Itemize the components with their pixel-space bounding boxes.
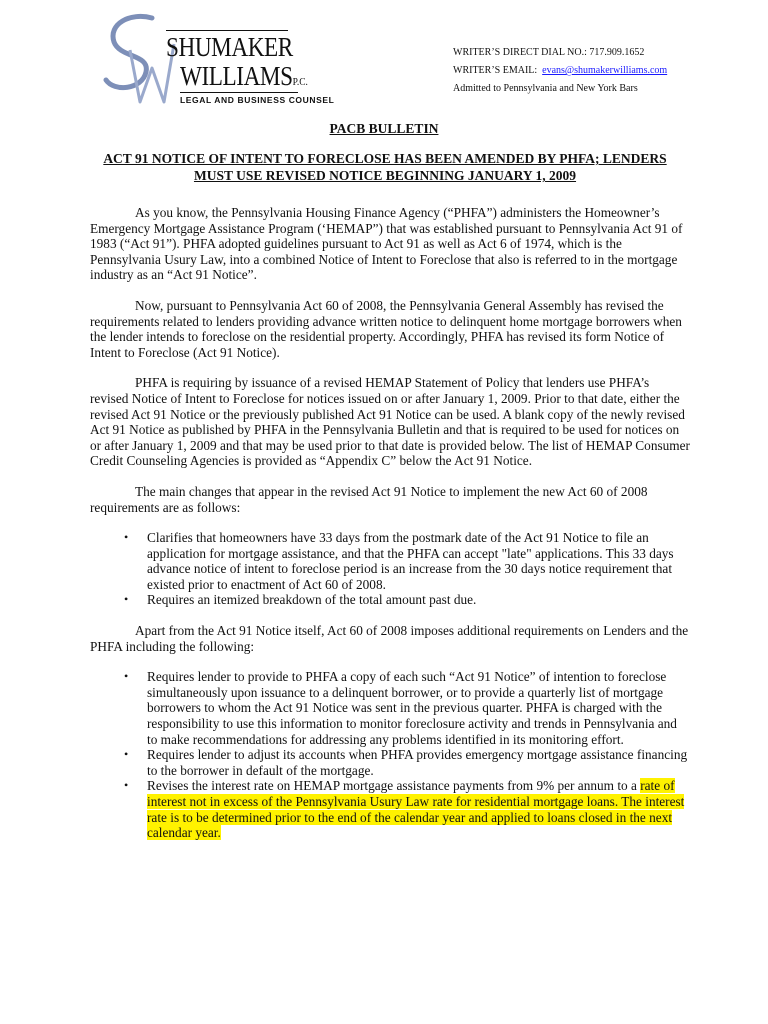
paragraph-intro: As you know, the Pennsylvania Housing Finance Agency (“PHFA”) administers the Homeowner’s Emergency Mortgage Assistance Program (‘HEMAP”) that was established pursuant to Pennsylvania Act 91 of 1983 (“Act 91”). PHFA adopted guidelines pursuant to Act 91 as well as Act 6 of 1974, which is the Pennsylvania Usury Law, into a combined Notice of Intent to Foreclose that also is referred to in the mortgage industry as an “Act 91 Notice”. (90, 205, 683, 283)
bullet-icon: • (124, 530, 129, 545)
email-label: WRITER’S EMAIL: (453, 65, 538, 76)
highlighted-text: rate of interest not in excess of the Pennsylvania Usury Law rate for residential mortgage loans. The interest rate is to be determined prior to the end of the calendar year and applied to loans closed in the next calendar year. (147, 778, 685, 841)
firm-name-line2: WILLIAMSP.C. (180, 61, 308, 91)
logo-bottom-rule (180, 92, 298, 93)
paragraph-main-changes: The main changes that appear in the revised Act 91 Notice to implement the new Act 60 of 2008 requirements are as follows: (90, 483, 648, 515)
firm-suffix: P.C. (292, 76, 308, 88)
firm-logo (100, 10, 335, 110)
list-item (90, 778, 690, 840)
email-line (453, 62, 667, 80)
requirements-list (90, 669, 690, 841)
list-item: • Clarifies that homeowners have 33 days from the postmark date of the Act 91 Notice to file an application for mortgage assistance, and that the PHFA can accept "late" applications. This 33 days advance notice of intent to foreclose period is an increase from the 30 days notice requirement that existed prior to enactment of Act 60 of 2008. (124, 530, 674, 592)
firm-name-line1: SHUMAKER (166, 32, 293, 62)
logo-top-rule (166, 30, 288, 31)
admitted-bars: Admitted to Pennsylvania and New York Bars (453, 83, 638, 94)
list-item: • Requires an itemized breakdown of the total amount past due. (124, 592, 477, 608)
interest-rate-text: Revises the interest rate on HEMAP mortgage assistance payments from 9% per annum to a (147, 778, 637, 794)
list-item: • Requires lender to provide to PHFA a copy of each such “Act 91 Notice” of intention to foreclose simultaneously upon issuance to a delinquent borrower, or to provide a quarterly list of mortgage borrowers to whom the Act 91 Notice was sent in the previous quarter. PHFA is charged with the responsibility to use this information to monitor foreclosure activity and trends in Pennsylvania and to make recommendations for addressing any problems identified in its monitoring effort. (124, 669, 677, 747)
paragraph-additional-requirements: Apart from the Act 91 Notice itself, Act 60 of 2008 imposes additional requirements on Lenders and the PHFA including the following: (90, 623, 689, 654)
contact-block (453, 44, 667, 98)
document-body (90, 205, 690, 841)
direct-dial: WRITER’S DIRECT DIAL NO.: 717.909.1652 (453, 47, 645, 58)
bullet-icon: • (124, 747, 129, 762)
list-item: • Requires lender to adjust its accounts when PHFA provides emergency mortgage assistance financing to the borrower in default of the mortgage. (124, 747, 688, 778)
headline: ACT 91 NOTICE OF INTENT TO FORECLOSE HAS BEEN AMENDED BY PHFA; LENDERS MUST USE REVISED NOTICE BEGINNING JANUARY 1, 2009 (103, 151, 667, 183)
bulletin-title: PACB BULLETIN (329, 121, 439, 136)
paragraph-phfa-requirement: PHFA is requiring by issuance of a revised HEMAP Statement of Policy that lenders use PHFA’s revised Notice of Intent to Foreclose for notices issued on or after January 1, 2009. Prior to that date, either the revised Act 91 Notice or the previously published Act 91 Notice can be used. A blank copy of the newly revised Act 91 Notice as published by PHFA in the Pennsylvania Bulletin and that is required to be used for notices on or after January 1, 2009 and that may be used prior to that date is provided below. The list of HEMAP Consumer Credit Counseling Agencies is provided as “Appendix C” below the Act 91 Notice. (90, 375, 690, 469)
email-link[interactable]: evans@shumakerwilliams.com (542, 65, 668, 76)
bullet-icon: • (124, 592, 129, 607)
changes-list (90, 530, 690, 608)
paragraph-act60: Now, pursuant to Pennsylvania Act 60 of 2008, the Pennsylvania General Assembly has revised the requirements related to lenders providing advance written notice to delinquent home mortgage borrowers when the lender intends to foreclose on the residential property. Accordingly, PHFA has revised its form Notice of Intent to Foreclose (Act 91 Notice). (90, 297, 682, 360)
bullet-icon: • (124, 778, 129, 793)
firm-tagline: LEGAL AND BUSINESS COUNSEL (180, 95, 335, 105)
bullet-icon: • (124, 669, 129, 684)
